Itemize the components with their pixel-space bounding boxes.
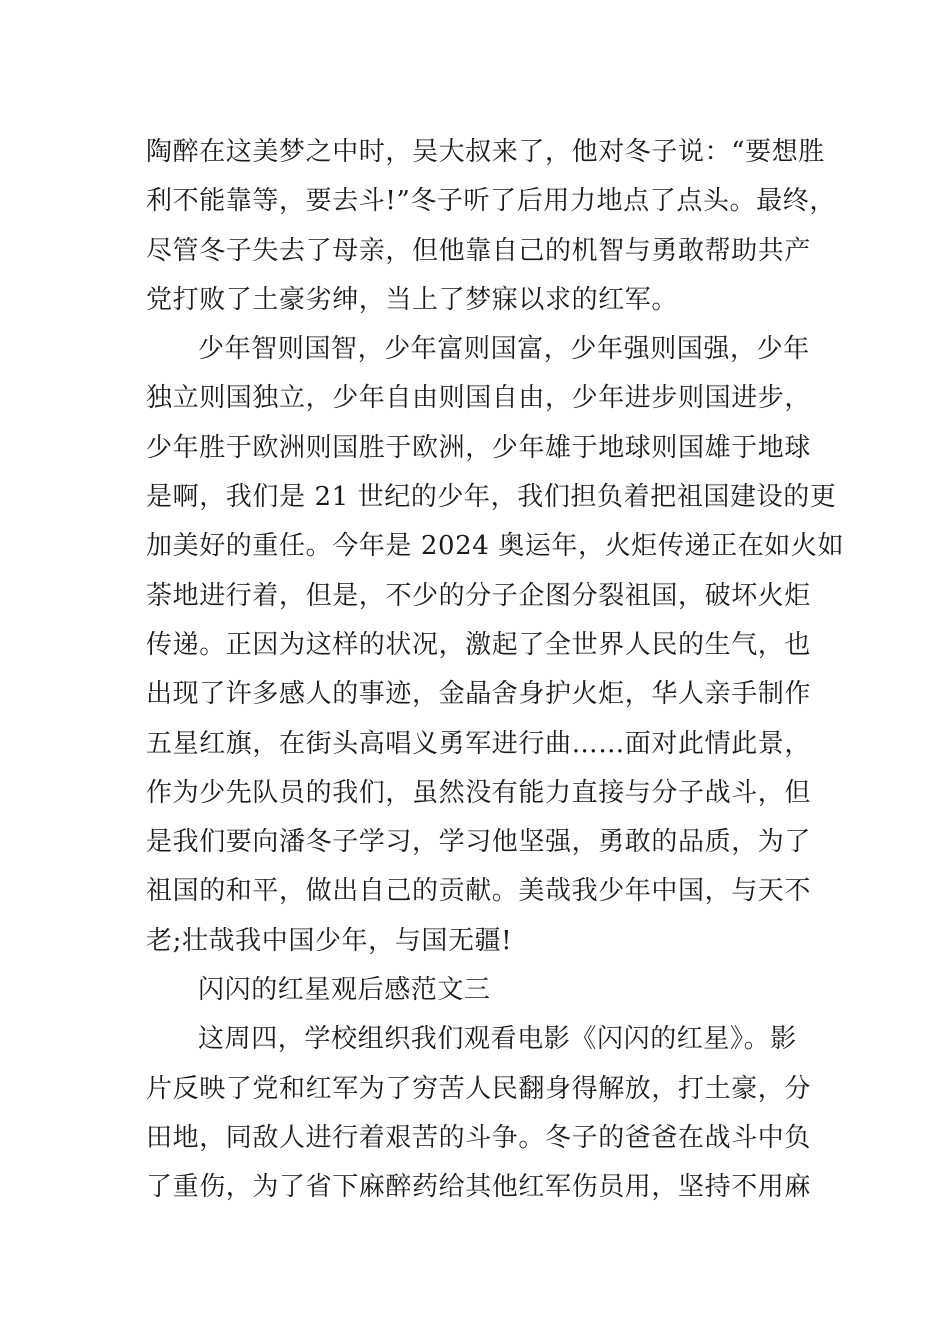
text-line: 祖国的和平，做出自己的贡献。美哉我少年中国，与天不 [146, 876, 812, 907]
text-line: 五星红旗，在街头高唱义勇军进行曲……面对此情此景， [146, 728, 812, 759]
document-body [146, 128, 845, 1213]
text-line: 这周四，学校组织我们观看电影《闪闪的红星》。影 [198, 1024, 797, 1055]
text-line: 党打败了土豪劣绅，当上了梦寐以求的红军。 [146, 284, 679, 315]
text-line: 田地，同敌人进行着艰苦的斗争。冬子的爸爸在战斗中负 [146, 1122, 812, 1153]
text-line: 荼地进行着，但是，不少的分子企图分裂祖国，破坏火炬 [146, 580, 812, 611]
text-line: 利不能靠等，要去斗!”冬子听了后用力地点了点头。最终， [146, 186, 836, 217]
text-line: 独立则国独立，少年自由则国自由，少年进步则国进步， [146, 383, 812, 414]
text-line: 出现了许多感人的事迹，金晶舍身护火炬，华人亲手制作 [146, 679, 812, 710]
text-line: 是我们要向潘冬子学习，学习他坚强，勇敢的品质，为了 [146, 827, 812, 858]
text-line: 了重伤，为了省下麻醉药给其他红军伤员用，坚持不用麻 [146, 1172, 812, 1203]
text-line: 片反映了党和红军为了穷苦人民翻身得解放，打土豪，分 [146, 1073, 812, 1104]
text-line: 闪闪的红星观后感范文三 [198, 975, 491, 1006]
text-line: 尽管冬子失去了母亲，但他靠自己的机智与勇敢帮助共产 [146, 235, 812, 266]
text-line: 老;壮哉我中国少年，与国无疆! [146, 925, 513, 956]
text-line: 作为少先队员的我们，虽然没有能力直接与分子战斗，但 [146, 777, 812, 808]
text-line: 加美好的重任。今年是 2024 奥运年，火炬传递正在如火如 [146, 531, 845, 562]
text-line: 是啊，我们是 21 世纪的少年，我们担负着把祖国建设的更 [146, 482, 837, 513]
text-line: 少年智则国智，少年富则国富，少年强则国强，少年 [198, 334, 810, 365]
text-line: 传递。正因为这样的状况，激起了全世界人民的生气，也 [146, 629, 812, 660]
text-line: 少年胜于欧洲则国胜于欧洲，少年雄于地球则国雄于地球 [146, 432, 812, 463]
text-line: 陶醉在这美梦之中时，吴大叔来了，他对冬子说：“要想胜 [146, 137, 825, 167]
